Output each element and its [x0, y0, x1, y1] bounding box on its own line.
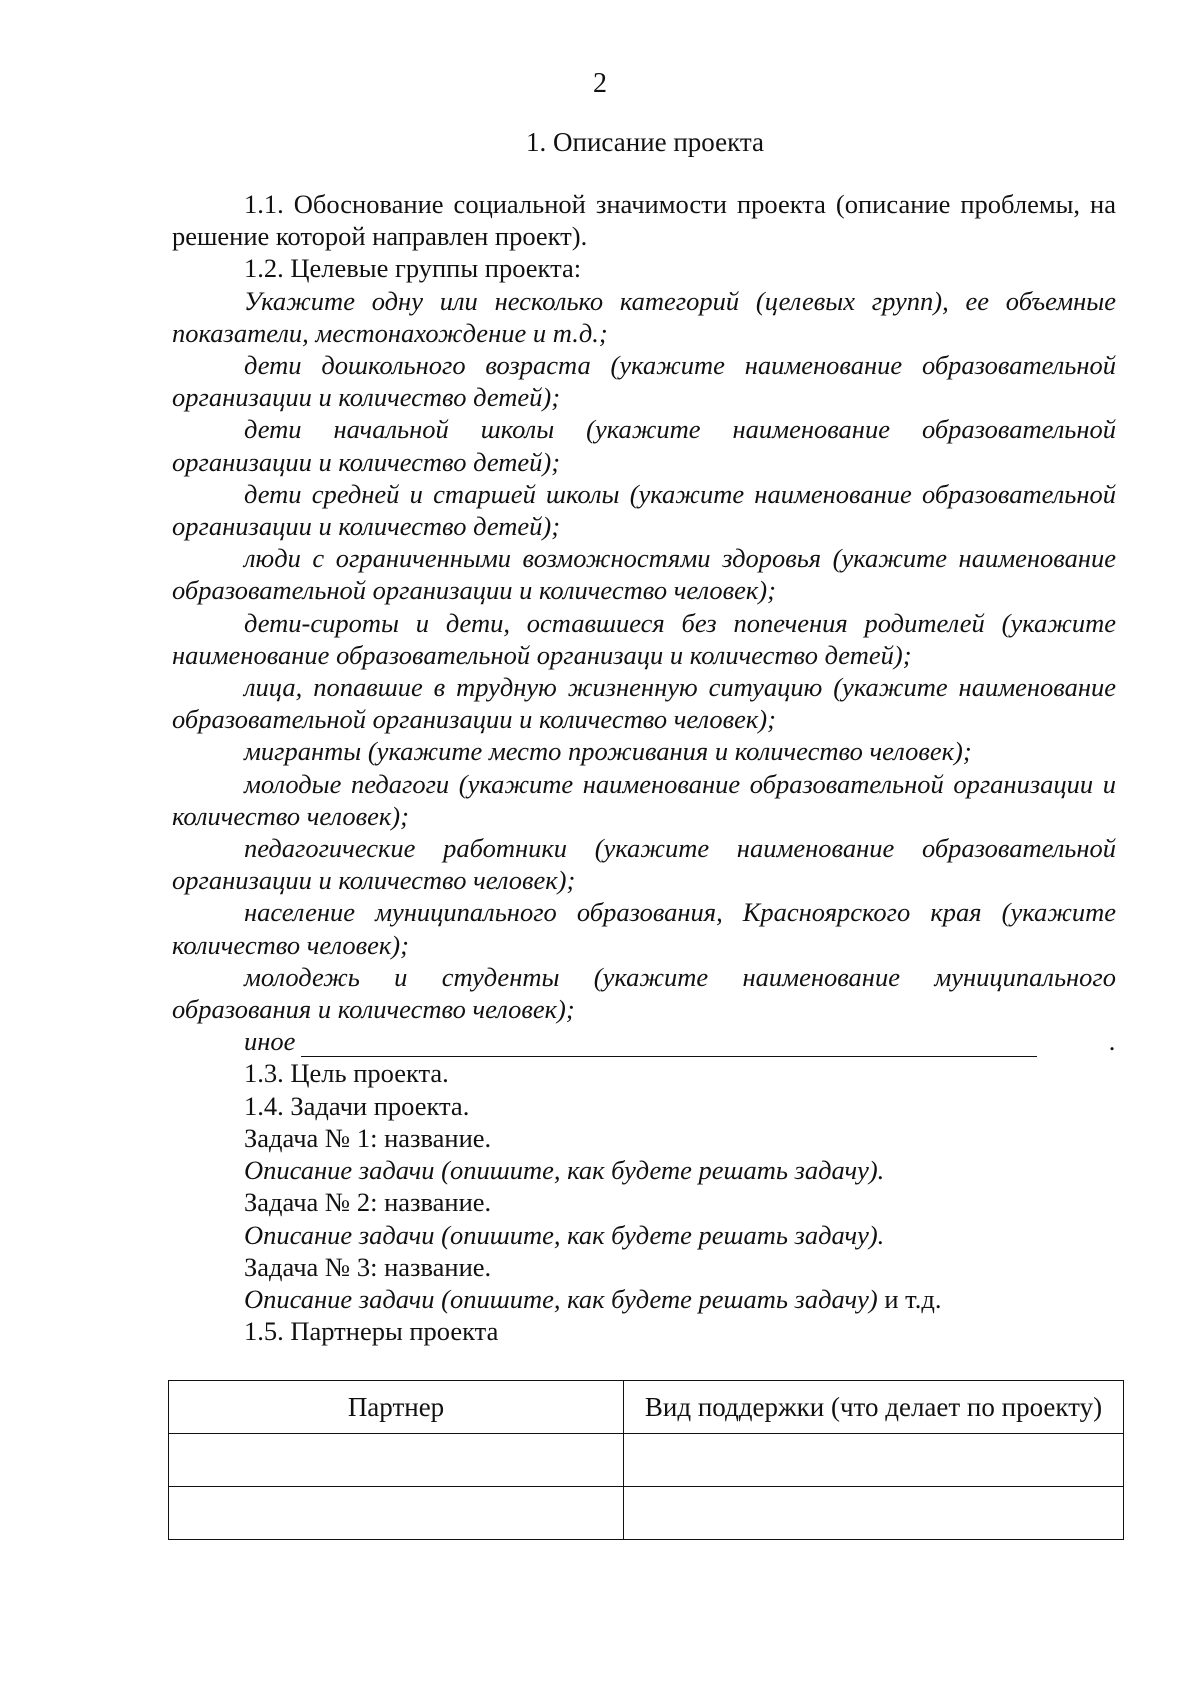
table-header-row: [169, 1381, 1124, 1434]
target-group-item: население муниципального образования, Красноярского края (укажите количество человек);: [172, 897, 1116, 960]
target-group-item: молодежь и студенты (укажите наименование муниципального образования и количество человек);: [172, 961, 1116, 1025]
partners-table: [168, 1380, 1124, 1540]
paragraph-1-3: 1.3. Цель проекта.: [244, 1058, 449, 1089]
other-group-label: иное: [244, 1026, 296, 1057]
table-cell[interactable]: [169, 1434, 624, 1487]
target-group-item: дети-сироты и дети, оставшиеся без попечения родителей (укажите наименование образовательной организаци и количество детей);: [172, 607, 1116, 670]
other-group-line: [172, 1025, 1116, 1057]
other-group-blank[interactable]: [301, 1030, 1037, 1057]
table-cell[interactable]: [169, 1487, 624, 1540]
target-group-item: дети начальной школы (укажите наименование образовательной организации и количество детей);: [172, 414, 1116, 477]
paragraph-1-5: 1.5. Партнеры проекта: [244, 1316, 499, 1347]
section-body: [172, 188, 1116, 1347]
task-title: Задача № 1: название.: [244, 1122, 492, 1153]
column-header-partner: Партнер: [169, 1381, 624, 1434]
target-group-item: лица, попавшие в трудную жизненную ситуацию (укажите наименование образовательной организации и количество человек);: [172, 672, 1116, 735]
target-group-item: дети средней и старшей школы (укажите наименование образовательной организации и количество детей);: [172, 478, 1116, 542]
target-groups-hint: Укажите одну или несколько категорий (целевых групп), ее объемные показатели, местонахождение и т.д.;: [172, 285, 1116, 348]
table-row: [169, 1487, 1124, 1540]
paragraph-1-1: 1.1. Обоснование социальной значимости проекта (описание проблемы, на решение которой направлен проект).: [172, 189, 1116, 252]
target-group-item: мигранты (укажите место проживания и количество человек);: [244, 736, 972, 767]
task-title: Задача № 2: название.: [244, 1187, 492, 1218]
task-description: Описание задачи (опишите, как будете решать задачу).: [244, 1219, 885, 1250]
target-group-item: дети дошкольного возраста (укажите наименование образовательной организации и количество детей);: [172, 350, 1116, 413]
other-group-end: .: [1109, 1026, 1116, 1057]
task-description-suffix: и т.д.: [877, 1283, 942, 1314]
target-group-item: люди с ограниченными возможностями здоровья (укажите наименование образовательной организации и количество человек);: [172, 543, 1116, 606]
task-title: Задача № 3: название.: [244, 1251, 492, 1282]
table-row: [169, 1434, 1124, 1487]
paragraph-1-4: 1.4. Задачи проекта.: [244, 1090, 470, 1121]
table-cell[interactable]: [624, 1487, 1124, 1540]
target-group-item: молодые педагоги (укажите наименование образовательной организации и количество человек);: [172, 768, 1116, 831]
page-number: 2: [593, 68, 607, 99]
task-description-line: [172, 1283, 1116, 1315]
section-title: 1. Описание проекта: [526, 127, 764, 157]
table-cell[interactable]: [624, 1434, 1124, 1487]
task-description: Описание задачи (опишите, как будете решать задачу).: [244, 1155, 885, 1186]
paragraph-1-2: 1.2. Целевые группы проекта:: [244, 253, 582, 284]
target-group-item: педагогические работники (укажите наименование образовательной организации и количество человек);: [172, 833, 1116, 896]
task-description: Описание задачи (опишите, как будете решать задачу): [244, 1283, 878, 1314]
column-header-support: Вид поддержки (что делает по проекту): [624, 1381, 1124, 1434]
